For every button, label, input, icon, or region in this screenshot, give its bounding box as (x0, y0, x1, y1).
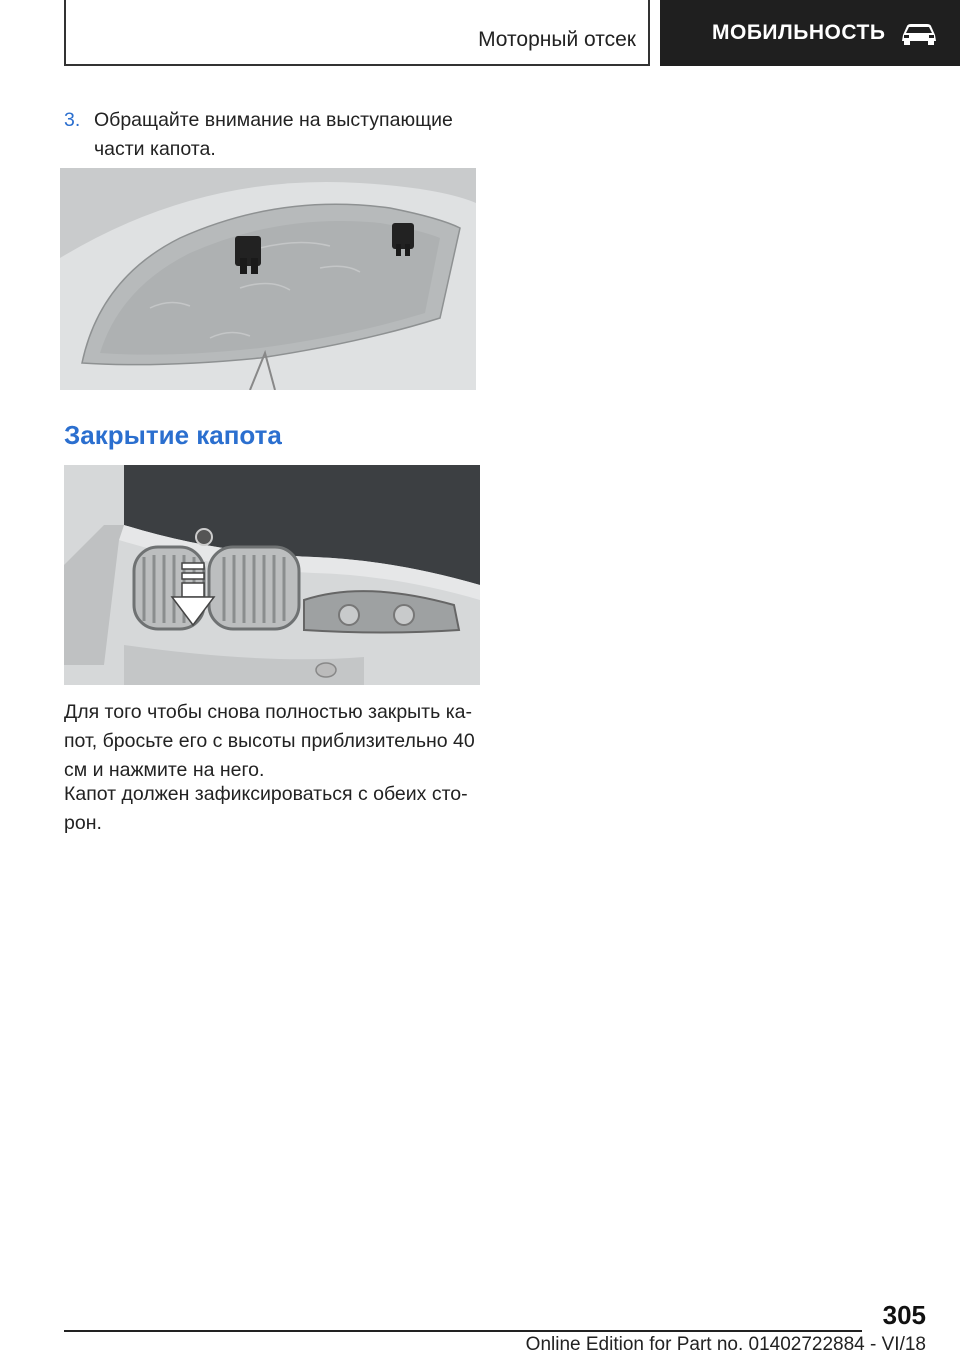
section-title: Закрытие капота (64, 420, 282, 450)
step-text: Обращайте внимание на выступающие части капота. (94, 109, 453, 160)
footer-divider (64, 1330, 862, 1332)
step-number: 3. (64, 109, 81, 131)
hood-underside-illustration (60, 168, 476, 390)
header-section-title: Моторный отсек (478, 28, 636, 51)
latch-note-paragraph: Капот должен зафиксироваться с обеих сторон. (64, 783, 468, 834)
header-chapter-tab (660, 0, 960, 66)
header-section-box (64, 0, 650, 66)
hood-closing-illustration (64, 465, 480, 685)
footer-edition-text: Online Edition for Part no. 01402722884 - VI/18 (525, 1334, 926, 1355)
car-icon (899, 20, 939, 46)
page-number: 305 (882, 1300, 926, 1330)
closing-instruction-paragraph: Для того чтобы снова полностью закрыть капот, бросьте его с высоты приблизительно 40 см и нажмите на него. (64, 701, 475, 781)
step-item (64, 106, 484, 164)
header-chapter-title: МОБИЛЬНОСТЬ (712, 21, 886, 44)
